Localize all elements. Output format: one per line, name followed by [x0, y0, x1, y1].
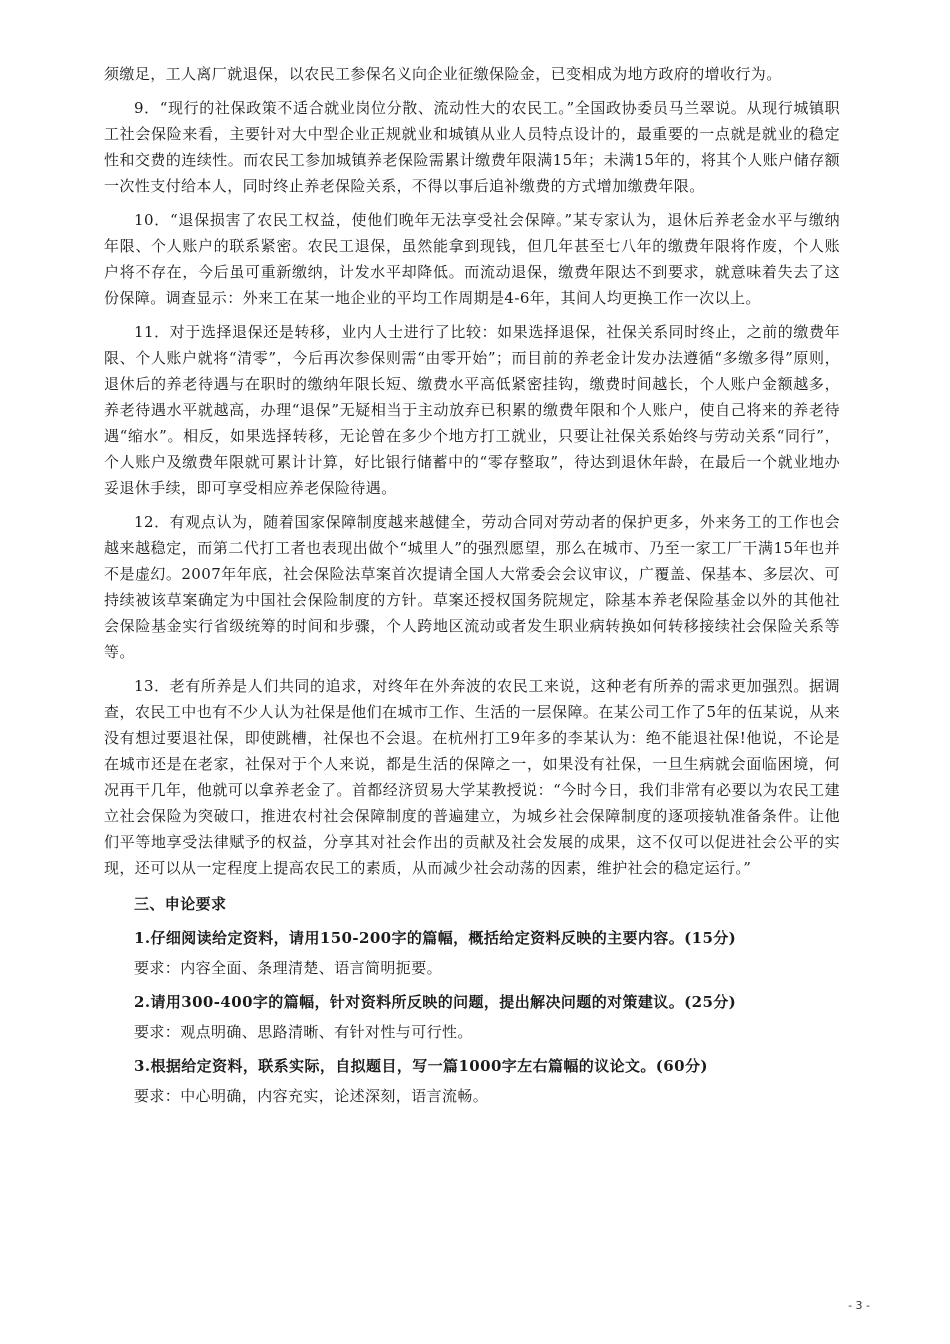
section-heading: 三、申论要求: [134, 895, 227, 913]
paragraph-12: 12．有观点认为，随着国家保障制度越来越健全，劳动合同对劳动者的保护更多，外来务工的工作也会越来越稳定，而第二代打工者也表现出做个“城里人”的强烈愿望，那么在城市、乃至一家工厂干满15年也并不是虚幻。2007年年底，社会保险法草案首次提请全国人大常委会会议审议，广覆盖、保基本、多层次、可持续被该草案确定为中国社会保险制度的方针。草案还授权国务院规定，除基本养老保险基金以外的其他社会保险基金实行省级统筹的时间和步骤，个人跨地区流动或者发生职业病转换如何转移接续社会保险关系等等。: [104, 513, 840, 661]
paragraph-13: 13．老有所养是人们共同的追求，对终年在外奔波的农民工来说，这种老有所养的需求更加强烈。据调查，农民工中也有不少人认为社保是他们在城市工作、生活的一层保障。在某公司工作了5年的伍某说，从来没有想过要退社保，即使跳槽，社保也不会退。在杭州打工9年多的李某认为：绝不能退社保!他说，不论是在城市还是在老家，社保对于个人来说，都是生活的保障之一，如果没有社保，一旦生病就会面临困境，何况再干几年，他就可以拿养老金了。首都经济贸易大学某教授说：“今时今日，我们非常有必要以为农民工建立社会保险为突破口，推进农村社会保障制度的普遍建立，为城乡社会保障制度的逐项接轨准备条件。让他们平等地享受法律赋予的权益，分享其对社会作出的贡献及社会发展的成果，这不仅可以促进社会公平的实现，还可以从一定程度上提高农民工的素质，从而减少社会动荡的因素，维护社会的稳定运行。”: [104, 677, 840, 877]
question-1: 1.仔细阅读给定资料，请用150-200字的篇幅，概括给定资料反映的主要内容。(15分): [134, 929, 737, 947]
question-2: 2.请用300-400字的篇幅，针对资料所反映的问题，提出解决问题的对策建议。(25分): [134, 993, 737, 1011]
page-number: - 3 -: [848, 1299, 870, 1312]
paragraph-10: 10．“退保损害了农民工权益，使他们晚年无法享受社会保障。”某专家认为，退休后养老金水平与缴纳年限、个人账户的联系紧密。农民工退保，虽然能拿到现钱，但几年甚至七八年的缴费年限将作废，个人账户将不存在，今后虽可重新缴纳，计发水平却降低。而流动退保，缴费年限达不到要求，就意味着失去了这份保障。调查显示：外来工在某一地企业的平均工作周期是4-6年，其间人均更换工作一次以上。: [104, 211, 840, 307]
question-3: 3.根据给定资料，联系实际，自拟题目，写一篇1000字左右篇幅的议论文。(60分): [134, 1057, 708, 1075]
paragraph-continuation: 须缴足，工人离厂就退保，以农民工参保名义向企业征缴保险金，已变相成为地方政府的增收行为。: [104, 65, 782, 83]
paragraph-11: 11．对于选择退保还是转移，业内人士进行了比较：如果选择退保，社保关系同时终止，之前的缴费年限、个人账户就将“清零”，今后再次参保则需“由零开始”；而目前的养老金计发办法遵循“多缴多得”原则，退休后的养老待遇与在职时的缴纳年限长短、缴费水平高低紧密挂钩，缴费时间越长，个人账户金额越多，养老待遇水平就越高，办理“退保”无疑相当于主动放弃已积累的缴费年限和个人账户，使自己将来的养老待遇“缩水”。相反，如果选择转移，无论曾在多少个地方打工就业，只要让社保关系始终与劳动关系“同行”，个人账户及缴费年限就可累计计算，好比银行储蓄中的“零存整取”，待达到退休年龄，在最后一个就业地办妥退休手续，即可享受相应养老保险待遇。: [104, 323, 840, 497]
paragraph-9: 9．“现行的社保政策不适合就业岗位分散、流动性大的农民工。”全国政协委员马兰翠说。从现行城镇职工社会保险来看，主要针对大中型企业正规就业和城镇从业人员特点设计的，最重要的一点就是就业的稳定性和交费的连续性。而农民工参加城镇养老保险需累计缴费年限满15年；未满15年的，将其个人账户储存额一次性支付给本人，同时终止养老保险关系，不得以事后追补缴费的方式增加缴费年限。: [104, 99, 840, 195]
question-2-requirement: 要求：观点明确、思路清晰、有针对性与可行性。: [134, 1023, 473, 1041]
question-1-requirement: 要求：内容全面、条理清楚、语言简明扼要。: [134, 959, 443, 977]
question-3-requirement: 要求：中心明确，内容充实，论述深刻，语言流畅。: [134, 1087, 489, 1105]
document-body: [104, 61, 840, 1117]
